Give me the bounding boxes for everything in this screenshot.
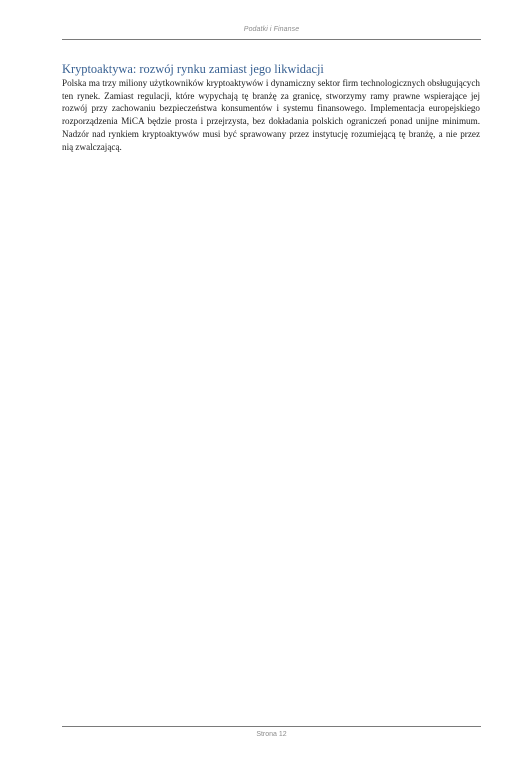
section-paragraph: Polska ma trzy miliony użytkowników kryptoaktywów i dynamiczny sektor firm technologicznych obsługujących ten rynek. Zamiast regulacji, które wypychają tę branżę za granicę, stworzymy ramy prawne wspierające jej rozwój przy zachowaniu bezpieczeństwa konsumentów i systemu finansowego. Implementacja europejskiego rozporządzenia MiCA będzie prosta i przejrzysta, bez dokładania polskich ograniczeń ponad unijne minimum. Nadzór nad rynkiem kryptoaktywów musi być sprawowany przez instytucję rozumiejącą tę branżę, a nie przez nią zwalczającą. <box>62 78 480 152</box>
footer-divider <box>62 726 481 727</box>
page-content <box>62 61 480 153</box>
page-number: Strona 12 <box>256 731 287 738</box>
running-header: Podatki i Finanse <box>243 26 300 33</box>
section-heading: Kryptoaktywa: rozwój rynku zamiast jego likwidacji <box>62 62 324 76</box>
header-divider <box>62 39 481 40</box>
